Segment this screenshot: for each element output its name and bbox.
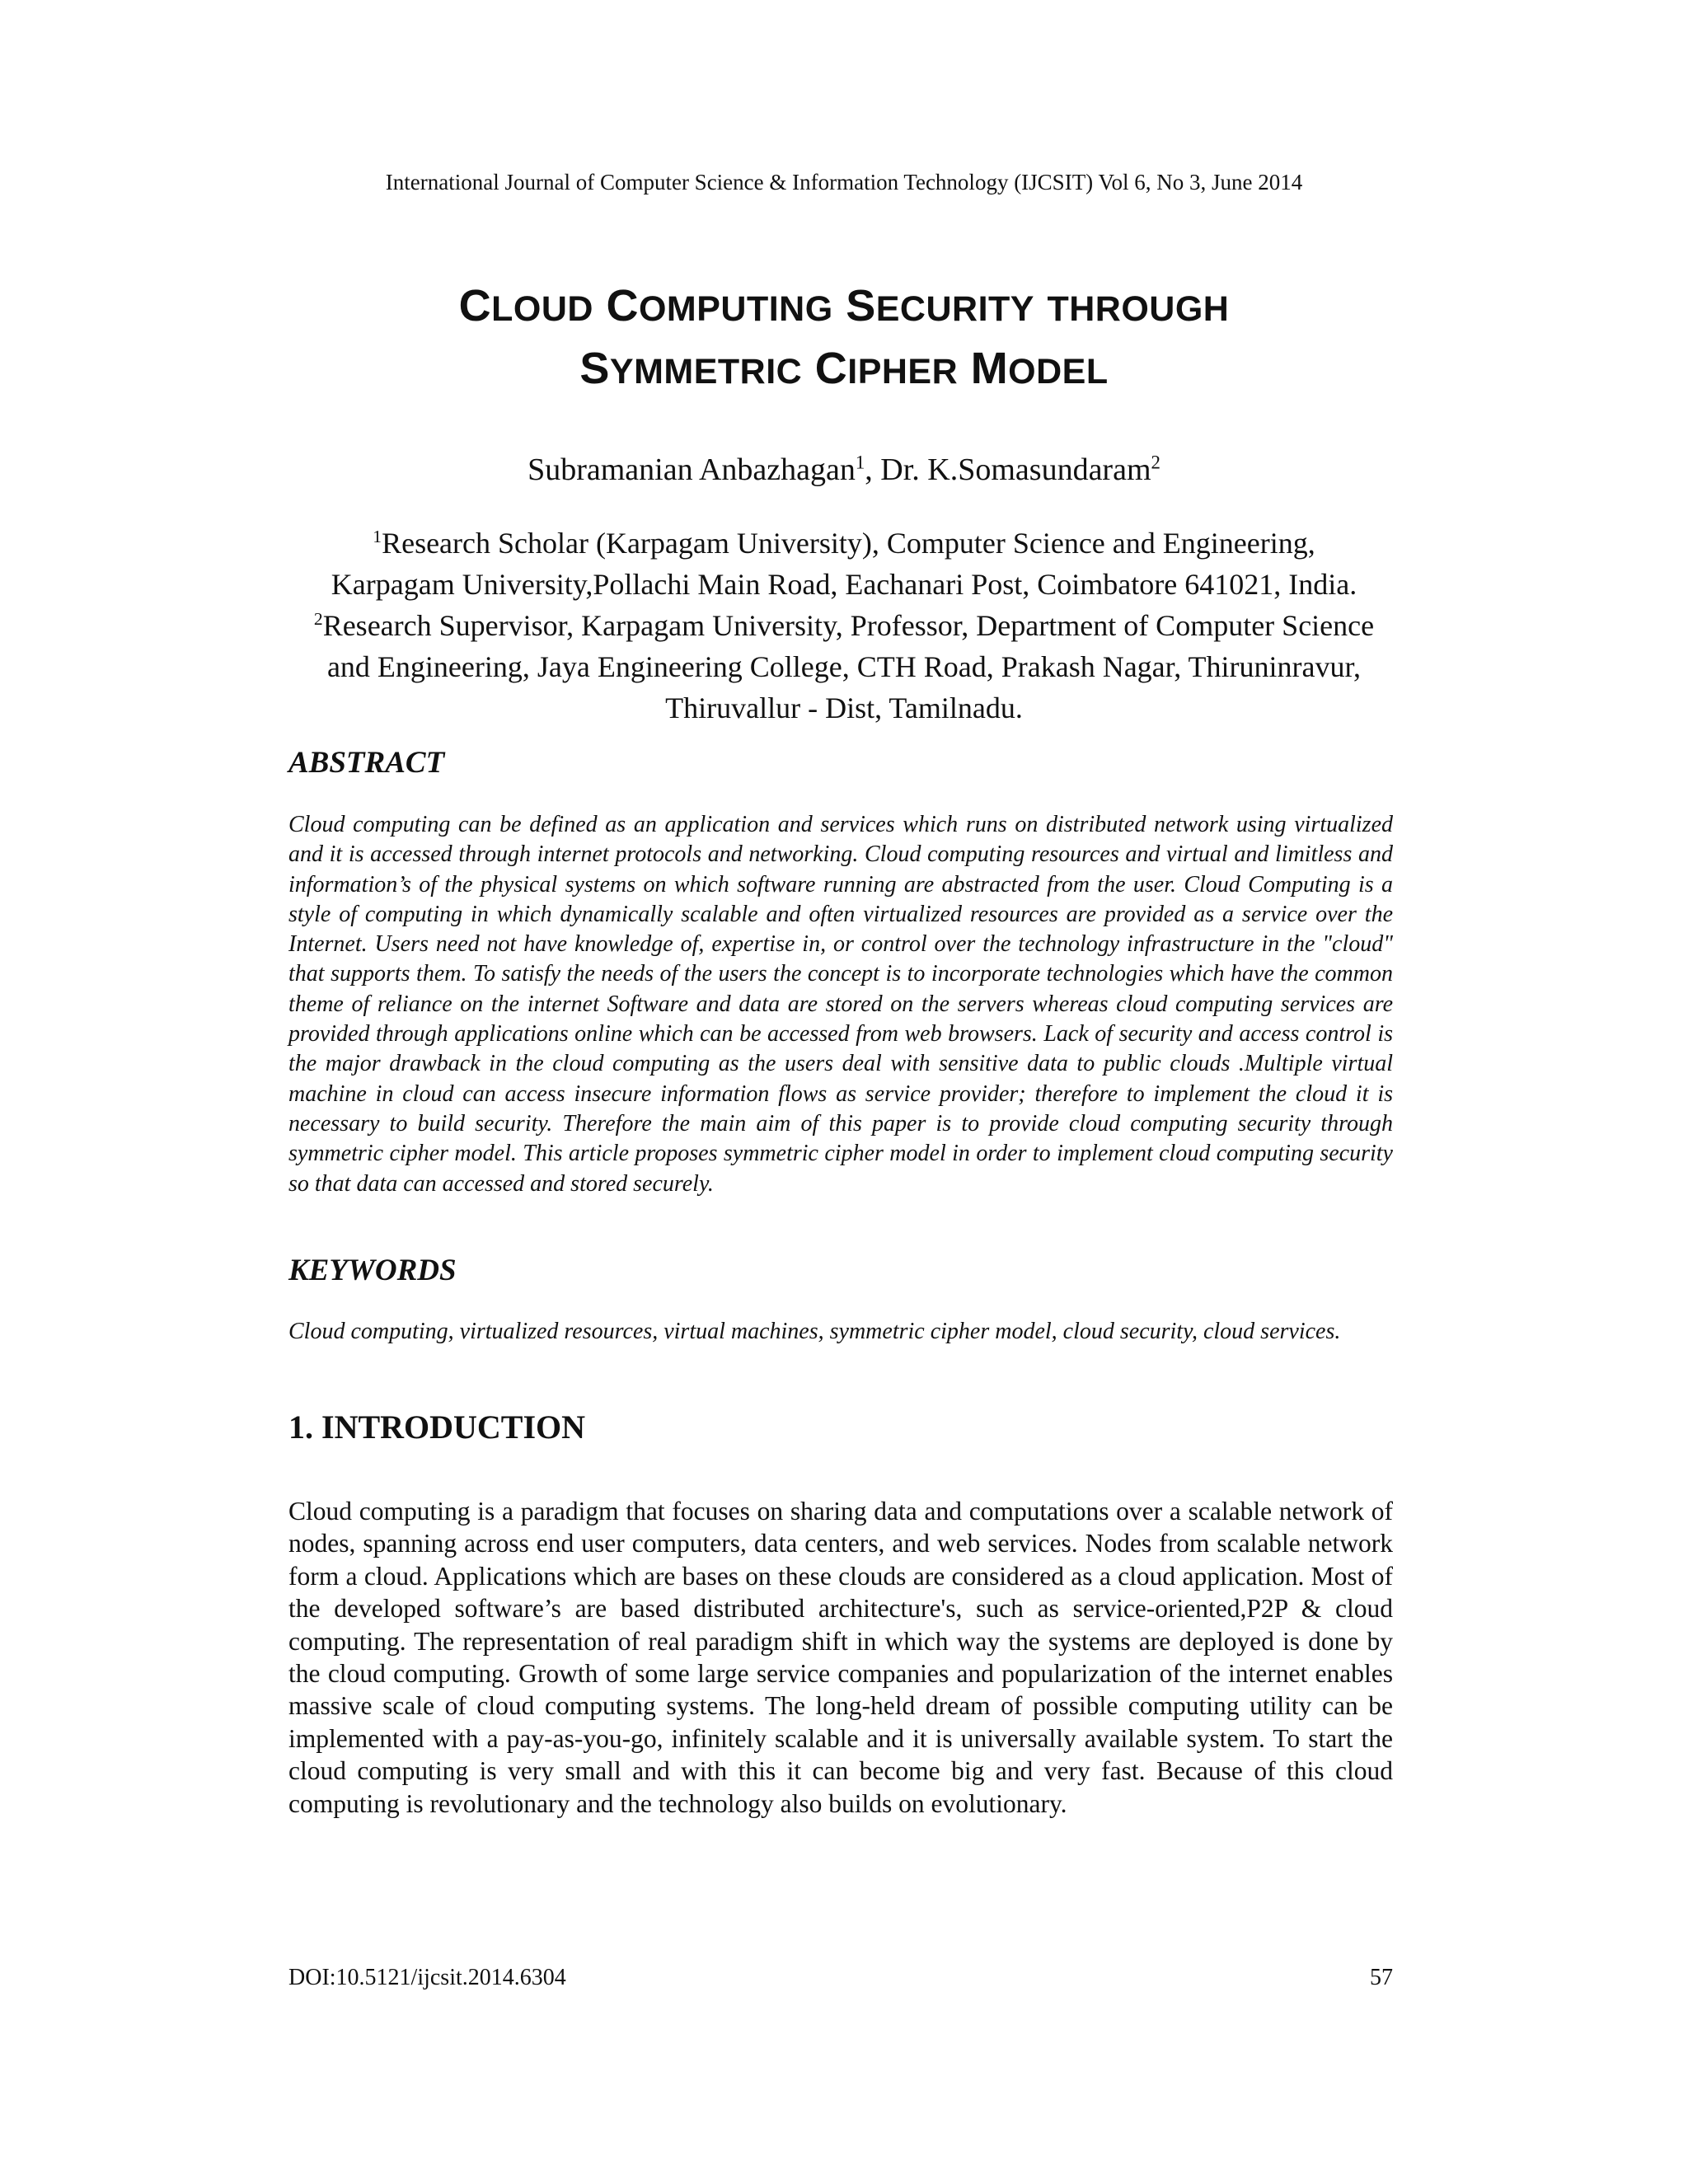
- title-word-cap: C: [814, 344, 848, 393]
- keywords-heading: KEYWORDS: [288, 1254, 457, 1287]
- title-word-cap: C: [458, 281, 492, 330]
- title-word-cap: C: [606, 281, 639, 330]
- affiliation-text: Research Scholar (Karpagam University), Computer Science and Engineering,: [382, 527, 1315, 560]
- title-word-rest: ECURITY: [875, 289, 1034, 329]
- affiliation-line: [0, 605, 1688, 646]
- page-number: 57: [1370, 1965, 1393, 1990]
- affiliation-line: Karpagam University,Pollachi Main Road, Eachanari Post, Coimbatore 641021, India.: [331, 568, 1357, 601]
- title-line-1: [0, 276, 1688, 339]
- introduction-text: Cloud computing is a paradigm that focuses on sharing data and computations over a scalable network of nodes, spanning across end user computers, data centers, and web services. Nodes from scalable network form a cloud. Applications which are bases on these clouds are considered as a cloud application. Most of the developed software’s are based distributed architecture's, such as service-oriented,P2P & cloud computing. The representation of real paradigm shift in which way the systems are deployed is done by the cloud computing. Growth of some large service companies and popularization of the internet enables massive scale of cloud computing systems. The long-held dream of possible computing utility can be implemented with a pay-as-you-go, infinitely scalable and it is universally available system. To start the cloud computing is very small and with this it can become big and very fast. Because of this cloud computing is revolutionary and the technology also builds on evolutionary.: [288, 1497, 1393, 1818]
- title-word-rest: YMMETRIC: [609, 352, 803, 391]
- affiliations-block: [0, 523, 1688, 729]
- title-word-cap: M: [970, 344, 1009, 393]
- title-word-rest: LOUD: [491, 289, 593, 329]
- title-word-rest: OMPUTING: [638, 289, 833, 329]
- affiliation-line: and Engineering, Jaya Engineering College, CTH Road, Prakash Nagar, Thiruninravur,: [326, 650, 1362, 683]
- title-word-cap: S: [579, 344, 610, 393]
- paper-title: [0, 276, 1688, 401]
- abstract-text: Cloud computing can be defined as an application and services which runs on distributed network using virtualized and it is accessed through internet protocols and networking. Cloud computing resources and virtual and limitless and information’s of the physical systems on which software running are abstracted from the user. Cloud Computing is a style of computing in which dynamically scalable and often virtualized resources are provided as a service over the Internet. Users need not have knowledge of, expertise in, or control over the technology infrastructure in the "cloud" that supports them. To satisfy the needs of the users the concept is to incorporate technologies which have the common theme of reliance on the internet Software and data are stored on the servers whereas cloud computing services are provided through applications online which can be accessed from web browsers. Lack of security and access control is the major drawback in the cloud computing as the users deal with sensitive data to public clouds .Multiple virtual machine in cloud can access insecure information flows as service provider; therefore to implement the cloud it is necessary to build security. Therefore the main aim of this paper is to provide cloud computing security through symmetric cipher model. This article proposes symmetric cipher model in order to implement cloud computing security so that data can accessed and stored securely.: [288, 812, 1393, 1197]
- author-separator: ,: [865, 452, 881, 487]
- introduction-heading: 1. INTRODUCTION: [288, 1408, 586, 1446]
- title-word-cap: S: [846, 281, 876, 330]
- journal-running-header: International Journal of Computer Science & Information Technology (IJCSIT) Vol 6, No 3, June 2014: [385, 170, 1303, 194]
- affiliation-marker: 1: [373, 527, 382, 546]
- author-name: Dr. K.Somasundaram: [880, 452, 1151, 487]
- author-affiliation-marker: 2: [1151, 452, 1160, 473]
- affiliation-line: [0, 523, 1688, 564]
- affiliation-marker: 2: [313, 609, 323, 629]
- title-word-rest: THROUGH: [1047, 289, 1230, 329]
- affiliation-line: Thiruvallur - Dist, Tamilnadu.: [665, 691, 1023, 724]
- keywords-text: Cloud computing, virtualized resources, virtual machines, symmetric cipher model, cloud security, cloud services.: [288, 1319, 1341, 1344]
- author-affiliation-marker: 1: [855, 452, 865, 473]
- affiliation-text: Research Supervisor, Karpagam University, Professor, Department of Computer Science: [322, 609, 1375, 642]
- title-line-2: [0, 339, 1688, 401]
- doi-footer: DOI:10.5121/ijcsit.2014.6304: [288, 1965, 566, 1990]
- author-name: Subramanian Anbazhagan: [528, 452, 856, 487]
- author-line: [0, 452, 1688, 488]
- abstract-heading: ABSTRACT: [288, 746, 445, 780]
- title-word-rest: IPHER: [847, 352, 959, 391]
- title-word-rest: ODEL: [1008, 352, 1109, 391]
